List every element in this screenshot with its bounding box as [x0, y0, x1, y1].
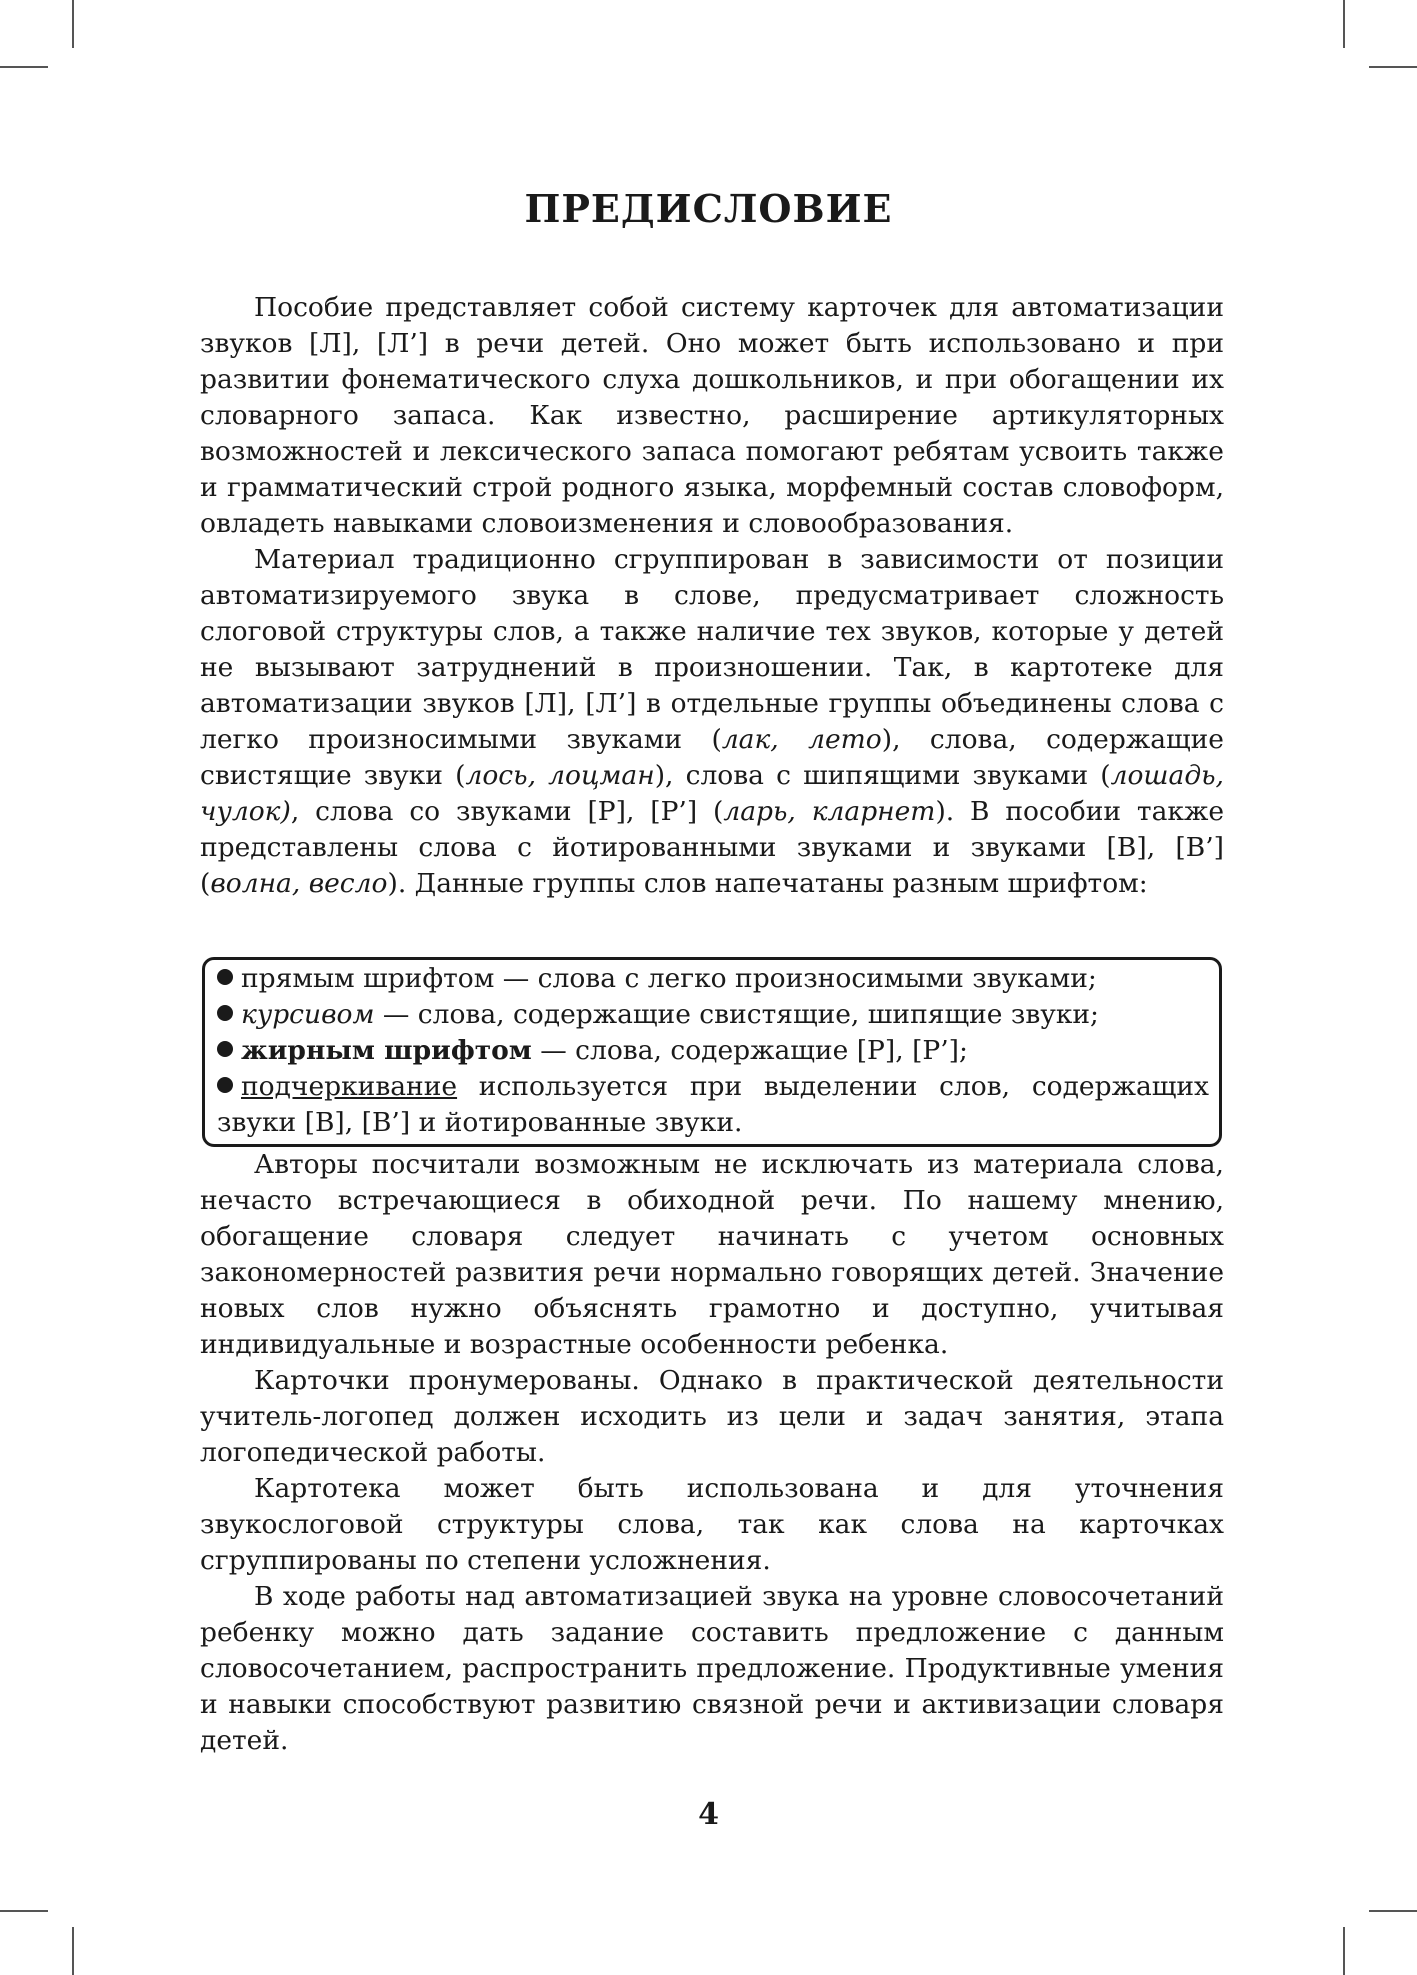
legend-item-italic: [217, 997, 1209, 1033]
paragraph-4: Карточки пронумерованы. Однако в практической деятельности учитель-логопед должен исходить из цели и задач занятия, этапа логопедической работы.: [200, 1365, 1224, 1468]
paragraph-2-text: ). Данные группы слов напечатаны разным шрифтом:: [387, 868, 1148, 899]
example-words: лошадь, чулок): [200, 760, 1224, 827]
legend-item-text: — слова, содержащие свистящие, шипящие звуки;: [374, 999, 1099, 1030]
crop-mark-top-left-vertical: [72, 0, 74, 48]
crop-mark-top-right-horizontal: [1369, 66, 1417, 68]
bullet-icon: [217, 969, 233, 985]
legend-item-label: курсивом: [241, 999, 375, 1030]
legend-item-bold: [217, 1033, 1209, 1069]
crop-mark-top-right-vertical: [1343, 0, 1345, 48]
crop-mark-bottom-left-horizontal: [0, 1910, 48, 1912]
crop-mark-bottom-left-vertical: [72, 1927, 74, 1975]
paragraph-2-text: ), слова, содержащие свистящие звуки (: [200, 724, 1224, 791]
paragraph-2-text: , слова со звуками [Р], [Р’] (: [290, 796, 724, 827]
legend-item-label: подчеркивание: [241, 1071, 458, 1102]
main-block: [200, 1147, 1224, 1759]
paragraph-2-text: ), слова с шипящими звуками (: [654, 760, 1111, 791]
legend-item-label: прямым шрифтом: [241, 963, 495, 994]
crop-mark-bottom-right-horizontal: [1369, 1910, 1417, 1912]
paragraph-2: [200, 542, 1224, 902]
intro-block: [200, 290, 1224, 902]
crop-mark-top-left-horizontal: [0, 66, 48, 68]
paragraph-6: В ходе работы над автоматизацией звука на уровне словосочетаний ребенку можно дать задание составить предложение с данным словосочетанием, распространить предложение. Продуктивные умения и навыки способствуют развитию связной речи и активизации словаря детей.: [200, 1581, 1224, 1756]
example-words: лось, лоцман: [465, 760, 655, 791]
paragraph-1: Пособие представляет собой систему карточек для автоматизации звуков [Л], [Л’] в речи детей. Оно может быть использовано и при развитии фонематического слуха дошкольников, и при обогащении их словарного запаса. Как известно, расширение артикуляторных возможностей и лексического запаса помогают ребятам усвоить также и грамматический строй родного языка, морфемный состав словоформ, овладеть навыками словоизменения и словообразования.: [200, 292, 1224, 539]
font-legend-box: [202, 957, 1222, 1147]
example-words: лак, лето: [721, 724, 882, 755]
legend-item-text: — слова, содержащие [Р], [Р’];: [531, 1035, 968, 1066]
paragraph-3: Авторы посчитали возможным не исключать из материала слова, нечасто встречающиеся в обиходной речи. По нашему мнению, обогащение словаря следует начинать с учетом основных закономерностей развития речи нормально говорящих детей. Значение новых слов нужно объяснять грамотно и доступно, учитывая индивидуальные и возрастные особенности ребенка.: [200, 1149, 1224, 1360]
page-number: 4: [698, 1797, 719, 1832]
legend-item-regular: [217, 961, 1209, 997]
page-title: ПРЕДИСЛОВИЕ: [524, 186, 893, 231]
paragraph-2-text: ). В пособии также представлены слова с йотированными звуками и звуками [В], [В’] (: [200, 796, 1225, 899]
legend-item-underline: [217, 1069, 1209, 1141]
legend-item-text: — слова с легко произносимыми звуками;: [494, 963, 1097, 994]
bullet-icon: [217, 1077, 233, 1093]
paragraph-2-text: Материал традиционно сгруппирован в зависимости от позиции автоматизируемого звука в слове, предусматривает сложность слоговой структуры слов, а также наличие тех звуков, которые у детей не вызывают затруднений в произношении. Так, в картотеке для автоматизации звуков [Л], [Л’] в отдельные группы объединены слова с легко произносимыми звуками (: [200, 544, 1224, 755]
bullet-icon: [217, 1041, 233, 1057]
example-words: ларь, кларнет: [723, 796, 936, 827]
paragraph-5: Картотека может быть использована и для уточнения звукослоговой структуры слова, так как слова на карточках сгруппированы по степени усложнения.: [200, 1473, 1224, 1576]
bullet-icon: [217, 1005, 233, 1021]
legend-item-label: жирным шрифтом: [241, 1035, 532, 1066]
legend-item-text: используется при выделении слов, содержащих звуки [В], [В’] и йотированные звуки.: [217, 1071, 1209, 1138]
example-words: волна, весло: [210, 868, 388, 899]
crop-mark-bottom-right-vertical: [1343, 1927, 1345, 1975]
